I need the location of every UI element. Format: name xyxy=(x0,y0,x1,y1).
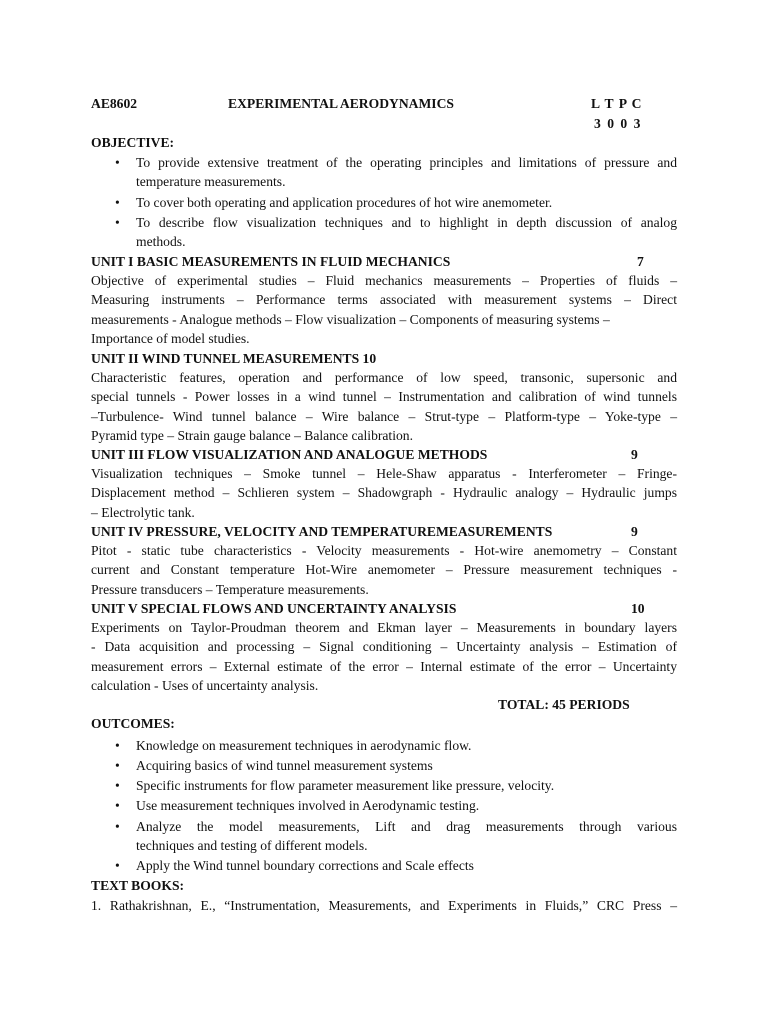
unit-line: Pitot - static tube characteristics - Velocity measurements - Hot-wire anemometry – Constant xyxy=(91,543,677,558)
bullet-icon: • xyxy=(115,819,120,834)
unit-5-hours: 10 xyxy=(631,601,645,616)
unit-1-hours: 7 xyxy=(637,254,644,269)
objective-item-line: To describe flow visualization techniques and to highlight in depth discussion of analog xyxy=(136,215,677,230)
unit-line: Characteristic features, operation and performance of low speed, transonic, supersonic and xyxy=(91,370,677,385)
total-periods: TOTAL: 45 PERIODS xyxy=(498,697,630,712)
objective-item-line: methods. xyxy=(136,234,186,250)
unit-line: measurements - Analogue methods – Flow visualization – Components of measuring systems – xyxy=(91,311,610,327)
bullet-icon: • xyxy=(115,858,120,873)
unit-line: calculation - Uses of uncertainty analysis. xyxy=(91,678,319,694)
unit-line: - Data acquisition and processing – Signal conditioning – Uncertainty analysis – Estimation of xyxy=(91,639,677,655)
unit-4-body xyxy=(91,541,677,599)
textbooks-heading: TEXT BOOKS: xyxy=(91,878,185,893)
ltpc-label: L T P C xyxy=(591,96,643,111)
outcomes-heading: OUTCOMES: xyxy=(91,716,175,731)
bullet-icon: • xyxy=(115,738,120,753)
objective-heading: OBJECTIVE: xyxy=(91,135,175,150)
textbook-item: 1. Rathakrishnan, E., “Instrumentation, Measurements, and Experiments in Fluids,” CRC Press – xyxy=(91,898,677,913)
unit-line: Displacement method – Schlieren system – Shadowgraph - Hydraulic analogy – Hydraulic jumps xyxy=(91,485,677,501)
unit-4-hours: 9 xyxy=(631,524,638,539)
unit-line: measurement errors – External estimate of the error – Internal estimate of the error – Uncertainty xyxy=(91,658,677,674)
course-code: AE8602 xyxy=(91,96,138,111)
unit-line: Experiments on Taylor-Proudman theorem and Ekman layer – Measurements in boundary layers xyxy=(91,620,677,635)
unit-line: Pressure transducers – Temperature measurements. xyxy=(91,581,369,597)
bullet-icon: • xyxy=(115,155,120,170)
unit-1-body xyxy=(91,271,677,349)
unit-line: special tunnels - Power losses in a wind tunnel – Instrumentation and calibration of wind tunnels xyxy=(91,389,677,405)
unit-3-body xyxy=(91,464,677,522)
unit-line: current and Constant temperature Hot-Wire anemometer – Pressure measurement techniques - xyxy=(91,562,677,578)
objective-item-line: temperature measurements. xyxy=(136,174,286,190)
unit-3-hours: 9 xyxy=(631,447,638,462)
bullet-icon: • xyxy=(115,195,120,210)
unit-line: Objective of experimental studies – Fluid mechanics measurements – Properties of fluids – xyxy=(91,273,677,288)
unit-line: Measuring instruments – Performance terms associated with measurement systems – Direct xyxy=(91,292,677,308)
bullet-icon: • xyxy=(115,758,120,773)
outcome-item-line: Analyze the model measurements, Lift and drag measurements through various xyxy=(136,819,677,834)
unit-line: –Turbulence- Wind tunnel balance – Wire balance – Strut-type – Platform-type – Yoke-type – xyxy=(91,408,677,424)
unit-4-title: UNIT IV PRESSURE, VELOCITY AND TEMPERATUREMEASUREMENTS xyxy=(91,524,553,539)
unit-line: Importance of model studies. xyxy=(91,331,250,347)
ltpc-values: 3 0 0 3 xyxy=(594,116,642,131)
unit-3-title: UNIT III FLOW VISUALIZATION AND ANALOGUE METHODS xyxy=(91,447,488,462)
outcome-item-line: Knowledge on measurement techniques in aerodynamic flow. xyxy=(136,738,472,753)
objective-item-line: To cover both operating and application procedures of hot wire anemometer. xyxy=(136,195,553,210)
objective-item-line: To provide extensive treatment of the operating principles and limitations of pressure and xyxy=(136,155,677,170)
outcome-item-line: Apply the Wind tunnel boundary corrections and Scale effects xyxy=(136,858,474,873)
unit-5-title: UNIT V SPECIAL FLOWS AND UNCERTAINTY ANALYSIS xyxy=(91,601,457,616)
bullet-icon: • xyxy=(115,798,120,813)
bullet-icon: • xyxy=(115,778,120,793)
outcome-item-line: Acquiring basics of wind tunnel measurement systems xyxy=(136,758,433,773)
unit-line: Pyramid type – Strain gauge balance – Balance calibration. xyxy=(91,428,413,444)
bullet-icon: • xyxy=(115,215,120,230)
outcome-item-line: Use measurement techniques involved in Aerodynamic testing. xyxy=(136,798,480,813)
unit-line: – Electrolytic tank. xyxy=(91,504,195,520)
unit-2-title: UNIT II WIND TUNNEL MEASUREMENTS 10 xyxy=(91,351,377,366)
outcome-item-line: Specific instruments for flow parameter measurement like pressure, velocity. xyxy=(136,778,555,793)
unit-2-body xyxy=(91,368,677,446)
course-title: EXPERIMENTAL AERODYNAMICS xyxy=(228,96,454,111)
outcome-item-line: techniques and testing of different models. xyxy=(136,838,368,854)
unit-1-title: UNIT I BASIC MEASUREMENTS IN FLUID MECHANICS xyxy=(91,254,451,269)
unit-5-body xyxy=(91,618,677,696)
unit-line: Visualization techniques – Smoke tunnel – Hele-Shaw apparatus - Interferometer – Fringe- xyxy=(91,466,677,481)
